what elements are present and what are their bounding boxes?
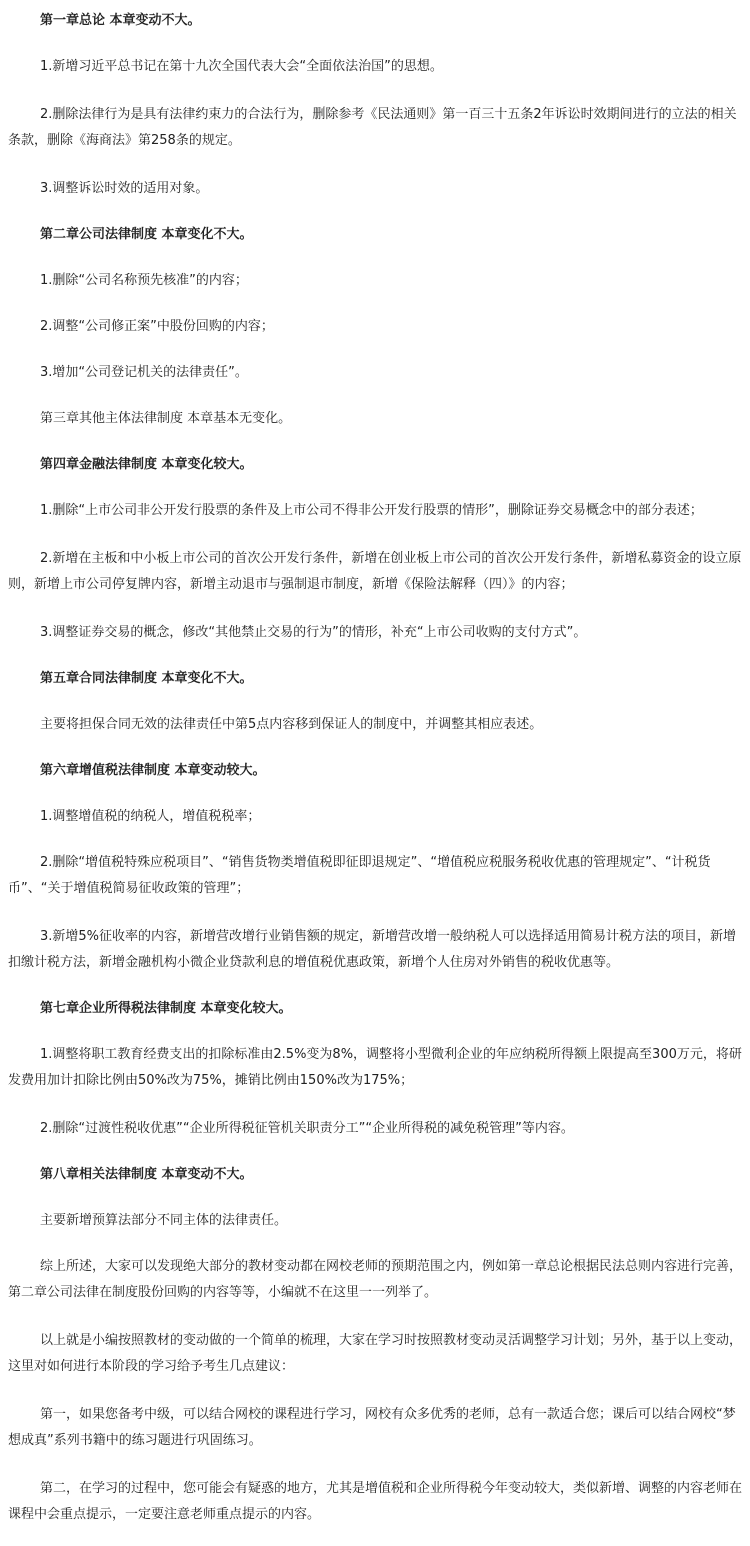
chapter-2-item-3: 3.增加“公司登记机关的法律责任”。	[40, 365, 248, 380]
chapter-8-item-1: 主要新增预算法部分不同主体的法律责任。	[40, 1213, 288, 1228]
chapter-5-item-1: 主要将担保合同无效的法律责任中第5点内容移到保证人的制度中，并调整其相应表述。	[40, 717, 543, 732]
chapter-1-note: 本章变动不大。	[109, 13, 201, 28]
chapter-1-item-1: 1.新增习近平总书记在第十九次全国代表大会“全面依法治国”的思想。	[40, 59, 443, 74]
summary-paragraph-4: 第二，在学习的过程中，您可能会有疑惑的地方，尤其是增值税和企业所得税今年变动较大，类似新增、调整的内容老师在课程中会重点提示，一定要注意老师重点提示的内容。	[8, 1481, 743, 1522]
chapter-6-item-1: 1.调整增值税的纳税人，增值税税率；	[40, 809, 261, 824]
chapter-5-heading	[8, 666, 742, 692]
chapter-6-item-2: 2.删除“增值税特殊应税项目”、“销售货物类增值税即征即退规定”、“增值税应税服务税收优惠的管理规定”、“计税货币”、“关于增值税简易征收政策的管理”；	[8, 855, 711, 896]
chapter-2-note: 本章变化不大。	[161, 227, 253, 242]
chapter-1-item-2: 2.删除法律行为是具有法律约束力的合法行为，删除参考《民法通则》第一百三十五条2年诉讼时效期间进行的立法的相关条款，删除《海商法》第258条的规定。	[8, 107, 737, 148]
chapter-6-item-3: 3.新增5%征收率的内容，新增营改增行业销售额的规定，新增营改增一般纳税人可以选择适用简易计税方法的项目，新增扣缴计税方法，新增金融机构小微企业贷款利息的增值税优惠政策，新增个人住房对外销售的税收优惠等。	[8, 929, 737, 970]
chapter-4-item-3: 3.调整证券交易的概念，修改“其他禁止交易的行为”的情形，补充“上市公司收购的支付方式”。	[40, 625, 587, 640]
chapter-7-title: 第七章企业所得税法律制度	[40, 1001, 197, 1016]
summary-paragraph-3: 第一，如果您备考中级，可以结合网校的课程进行学习，网校有众多优秀的老师，总有一款适合您；课后可以结合网校“梦想成真”系列书籍中的练习题进行巩固练习。	[8, 1407, 736, 1448]
chapter-7-note: 本章变化较大。	[200, 1001, 292, 1016]
chapter-7-item-2: 2.删除“过渡性税收优惠”“企业所得税征管机关职责分工”“企业所得税的减免税管理”等内容。	[40, 1121, 574, 1136]
chapter-7-heading	[8, 996, 742, 1022]
chapter-8-note: 本章变动不大。	[161, 1167, 253, 1182]
chapter-4-item-2: 2.新增在主板和中小板上市公司的首次公开发行条件，新增在创业板上市公司的首次公开发行条件，新增私募资金的设立原则，新增上市公司停复牌内容，新增主动退市与强制退市制度，新增《保险法解释（四）》的内容；	[8, 551, 742, 592]
chapter-2-title: 第二章公司法律制度	[40, 227, 158, 242]
summary-paragraph-1: 综上所述，大家可以发现绝大部分的教材变动都在网校老师的预期范围之内，例如第一章总论根据民法总则内容进行完善，第二章公司法律在制度股份回购的内容等等，小编就不在这里一一列举了。	[8, 1259, 743, 1300]
summary-paragraph-2: 以上就是小编按照教材的变动做的一个简单的梳理，大家在学习时按照教材变动灵活调整学习计划；另外，基于以上变动，这里对如何进行本阶段的学习给予考生几点建议：	[8, 1333, 743, 1374]
chapter-4-item-1: 1.删除“上市公司非公开发行股票的条件及上市公司不得非公开发行股票的情形”，删除证券交易概念中的部分表述；	[40, 503, 703, 518]
chapter-1-item-3: 3.调整诉讼时效的适用对象。	[40, 181, 209, 196]
chapter-2-item-1: 1.删除“公司名称预先核准”的内容；	[40, 273, 248, 288]
chapter-4-heading	[8, 452, 742, 478]
chapter-6-heading	[8, 758, 742, 784]
chapter-5-title: 第五章合同法律制度	[40, 671, 158, 686]
chapter-5-note: 本章变化不大。	[161, 671, 253, 686]
chapter-3-line: 第三章其他主体法律制度 本章基本无变化。	[40, 411, 292, 426]
chapter-7-item-1: 1.调整将职工教育经费支出的扣除标准由2.5%变为8%，调整将小型微利企业的年应纳税所得额上限提高至300万元，将研发费用加计扣除比例由50%改为75%，摊销比例由150%改为175%；	[8, 1047, 742, 1088]
chapter-6-note: 本章变动较大。	[174, 763, 266, 778]
chapter-6-title: 第六章增值税法律制度	[40, 763, 171, 778]
chapter-8-heading	[8, 1162, 742, 1188]
chapter-1-heading	[8, 8, 742, 34]
chapter-4-title: 第四章金融法律制度	[40, 457, 158, 472]
chapter-2-item-2: 2.调整“公司修正案”中股份回购的内容；	[40, 319, 274, 334]
chapter-1-title: 第一章总论	[40, 13, 106, 28]
chapter-2-heading	[8, 222, 742, 248]
chapter-8-title: 第八章相关法律制度	[40, 1167, 158, 1182]
chapter-4-note: 本章变化较大。	[161, 457, 253, 472]
